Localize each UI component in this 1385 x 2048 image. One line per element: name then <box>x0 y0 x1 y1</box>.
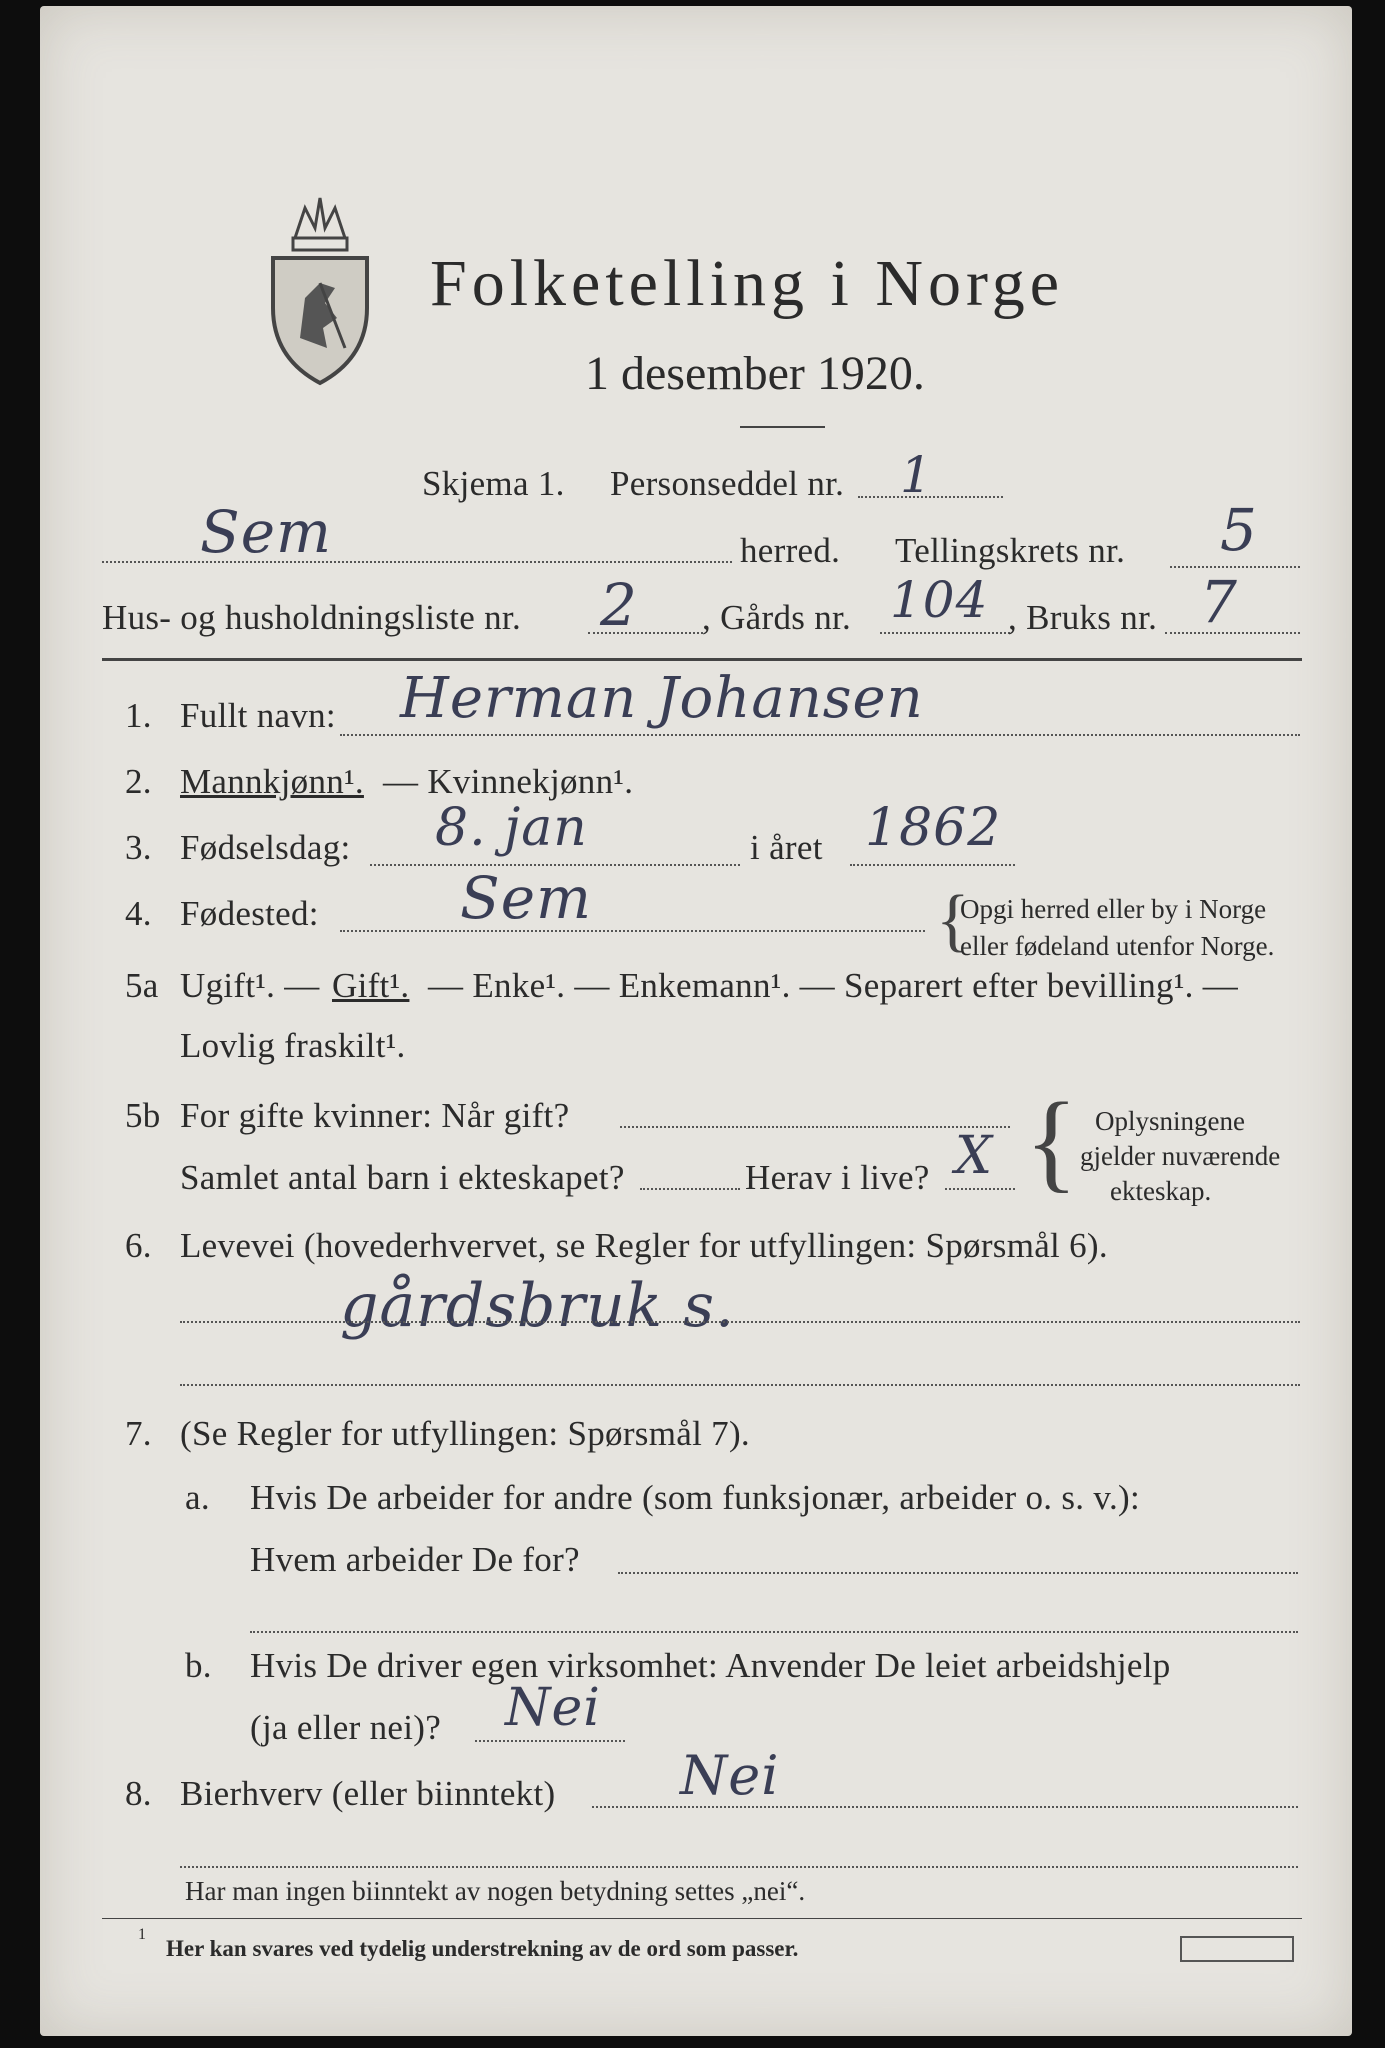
children-alive-value: X <box>955 1126 994 1186</box>
q5b-line2: Samlet antal barn i ekteskapet? <box>180 1158 625 1197</box>
herred-value: Sem <box>200 498 333 566</box>
gards-value: 104 <box>890 571 989 629</box>
q7-label: (Se Regler for utfyllingen: Spørsmål 7). <box>180 1414 750 1453</box>
q4-brace: { <box>936 882 970 959</box>
q5a-number: 5a <box>125 966 159 1005</box>
tellingskrets-label: Tellingskrets nr. <box>895 531 1126 570</box>
census-form-sheet <box>40 6 1352 2036</box>
herred-label: herred. <box>740 531 841 570</box>
printer-stamp <box>1180 1936 1294 1962</box>
full-name-value: Herman Johansen <box>400 666 924 731</box>
q5a-gift-underlined: Gift¹. <box>332 966 410 1005</box>
hired-help-value: Nei <box>505 1678 601 1738</box>
hus-value: 2 <box>600 571 638 639</box>
q5b-herav-label: Herav i live? <box>745 1158 930 1197</box>
census-date: 1 desember 1920. <box>585 347 925 400</box>
q5b-number: 5b <box>125 1096 161 1135</box>
q7b-line1: Hvis De driver egen virksomhet: Anvender De leiet arbeidshjelp <box>250 1646 1171 1685</box>
schema-label: Skjema 1. <box>422 464 565 503</box>
birthplace-value: Sem <box>460 864 593 932</box>
q7a-line1: Hvis De arbeider for andre (som funksjonær, arbeider o. s. v.): <box>250 1478 1140 1517</box>
biinntekt-note: Har man ingen biinntekt av nogen betydning settes „nei“. <box>185 1876 806 1906</box>
birthdate-value: 8. jan <box>435 798 588 858</box>
q1-label: Fullt navn: <box>180 696 336 735</box>
hus-label: Hus- og husholdningsliste nr. <box>102 598 521 637</box>
q5b-line1: For gifte kvinner: Når gift? <box>180 1096 570 1135</box>
norway-coat-of-arms-icon <box>265 188 375 388</box>
bruks-label: , Bruks nr. <box>1008 598 1158 637</box>
q7a-letter: a. <box>185 1478 210 1517</box>
personseddel-value: 1 <box>900 446 933 504</box>
q5a-options: — Enke¹. — Enkemann¹. — Separert efter bevilling¹. — <box>428 966 1239 1005</box>
q8-number: 8. <box>125 1774 152 1813</box>
q5b-note-line1: Oplysningene <box>1095 1106 1245 1136</box>
q3-year-label: i året <box>750 828 823 867</box>
q7b-letter: b. <box>185 1646 212 1685</box>
q5b-note-line3: ekteskap. <box>1110 1176 1212 1206</box>
header-divider <box>102 658 1302 661</box>
footnote-divider <box>102 1918 1302 1919</box>
form-title: Folketelling i Norge <box>430 247 1065 320</box>
q4-number: 4. <box>125 894 152 933</box>
q3-label: Fødselsdag: <box>180 828 351 867</box>
q5b-brace: { <box>1025 1080 1078 1202</box>
q6-label: Levevei (hovederhvervet, se Regler for utfyllingen: Spørsmål 6). <box>180 1226 1108 1265</box>
tellingskrets-value: 5 <box>1220 496 1258 564</box>
q7a-line2: Hvem arbeider De for? <box>250 1540 580 1579</box>
q2-number: 2. <box>125 762 152 801</box>
q3-number: 3. <box>125 828 152 867</box>
q7b-line2: (ja eller nei)? <box>250 1708 442 1747</box>
q4-note-line2: eller fødeland utenfor Norge. <box>960 931 1275 961</box>
gender-options: — Kvinnekjønn¹. <box>383 762 634 801</box>
footnote-text: Her kan svares ved tydelig understrekning av de ord som passer. <box>166 1936 799 1961</box>
footnote-mark: 1 <box>138 1926 146 1943</box>
q5a-ugift: Ugift¹. — <box>180 966 320 1005</box>
q4-note-line1: Opgi herred eller by i Norge <box>960 894 1267 924</box>
birth-year-value: 1862 <box>865 798 1002 858</box>
bruks-value: 7 <box>1200 568 1238 636</box>
q5a-fraskilt: Lovlig fraskilt¹. <box>180 1026 406 1065</box>
q6-number: 6. <box>125 1226 152 1265</box>
q8-label: Bierhverv (eller biinntekt) <box>180 1774 556 1813</box>
q5b-note-line2: gjelder nuværende <box>1080 1141 1281 1171</box>
gender-male-underlined: Mannkjønn¹. <box>180 762 364 801</box>
gards-label: , Gårds nr. <box>702 598 852 637</box>
side-income-value: Nei <box>680 1744 780 1807</box>
occupation-value: gårdsbruk s. <box>340 1271 736 1341</box>
q7-number: 7. <box>125 1414 152 1453</box>
personseddel-label: Personseddel nr. <box>610 464 845 503</box>
title-divider <box>740 426 825 428</box>
q4-label: Fødested: <box>180 894 319 933</box>
q1-number: 1. <box>125 696 152 735</box>
